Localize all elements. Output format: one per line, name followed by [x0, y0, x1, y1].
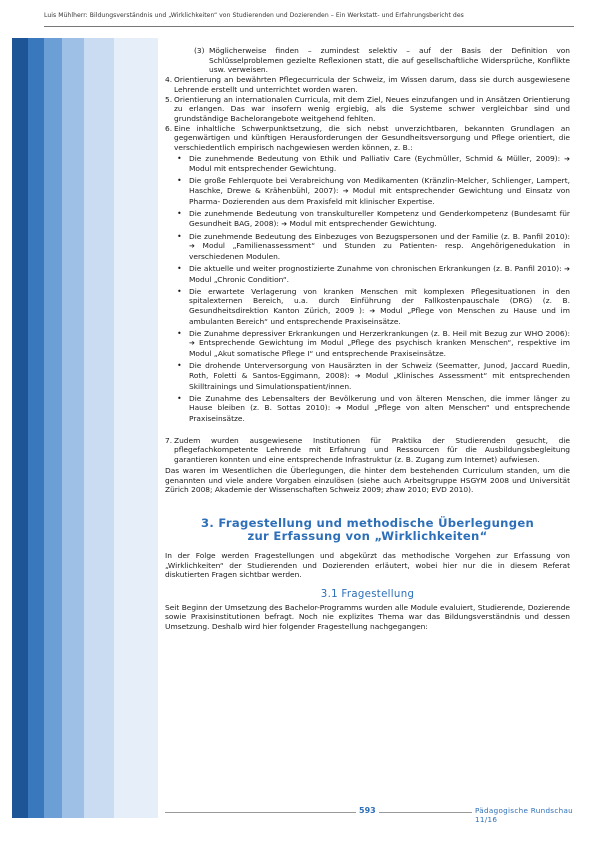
bullet-item: • Die zunehmende Bedeutung von transkultureller Kompetenz und Genderkompetenz (Bundesamt für Gesundheit BAG, 2008): ➔ Modul mit entsprechender Gewichtung.: [165, 209, 570, 229]
list-item-5: 5. Orientierung an internationalen Curricula, mit dem Ziel, Neues einzufangen und in Ansätzen Orientierung zu erlangen. Das war insofern wenig ergiebig, als die Systeme schwer vergleichbar sind und grundständige Bachelorangebote weitgehend fehlten.: [165, 94, 570, 123]
decorative-stripes: [0, 38, 158, 818]
list-item-6: 6. Eine inhaltliche Schwerpunktsetzung, die sich nebst unverzichtbaren, bekannten Grundlagen an gegenwärtigen und künftigen Herausforderungen der Gesundheitsversorgung und Pflege orientiert, die verschiedentlich empirisch nachgewiesen werden können, z. B.:: [165, 123, 570, 153]
arrow-icon: ➔: [564, 264, 570, 273]
running-header: Luis Mühlherr: Bildungsverständnis und „Wirklichkeiten“ von Studierenden und Dozierenden – Ein Werkstatt- und Erfahrungsbericht des: [44, 12, 464, 19]
header-rule: [44, 26, 574, 27]
journal-name: Pädagogische Rundschau 11/16: [472, 806, 595, 824]
bullet-item: • Die Zunahme des Lebensalters der Bevölkerung und von älteren Menschen, die immer länger zu Hause bleiben (z. B. Sottas 2010): ➔ Modul „Pflege von alten Menschen“ und entsprechende Praxiseinsätze.: [165, 394, 570, 424]
arrow-icon: ➔: [189, 242, 195, 251]
arrow-icon: ➔: [354, 371, 361, 380]
sub-item-3: (3) Möglicherweise finden – zumindest selektiv – auf der Basis der Definition von Schlüsselproblemen gezielte Reflexionen statt, die auf gesellschaftliche Widersprüche, Konflikte usw. verweisen.: [194, 46, 570, 75]
list-item-7: 7. Zudem wurden ausgewiesene Institutionen für Praktika der Studierenden gesucht, die pflegefachkompetente Lehrende mit Erfahrung und Ressourcen für die Ausbildungsbegleitung garantieren konnten und eine entsprechende Infrastruktur (z. B. Zugang zum Internet) aufwiesen.: [165, 435, 570, 465]
page-number: 593: [356, 806, 379, 815]
bullet-item: • Die große Fehlerquote bei Verabreichung von Medikamenten (Kränzlin-Melcher, Schlienger, Lampert, Haschke, Drewe & Krähenbühl, 2007): ➔ Modul mit entsprechender Gewichtung und Einsatz von Pharma- Dozierenden aus dem Praxisfeld mit klinischer Expertise.: [165, 176, 570, 206]
arrow-icon: ➔: [189, 339, 195, 348]
main-content: [165, 46, 570, 632]
bullet-item: • Die erwartete Verlagerung von kranken Menschen mit komplexen Pflegesituationen in den spitalexternen Bereich, u.a. durch Einführung der Fallkostenpauschale (DRG) (z. B. Gesundheitsdirektion Kanton Zürich, 2009 ): ➔ Modul „Pflege von Menschen zu Hause und im ambulanten Bereich“ und entsprechende Praxiseinsätze.: [165, 287, 570, 327]
list-item-4: 4. Orientierung an bewährten Pflegecurricula der Schweiz, im Wissen darum, dass sie durch ausgewiesene Lehrende erstellt und unterrichtet worden waren.: [165, 75, 570, 94]
arrow-icon: ➔: [281, 219, 288, 228]
bullet-item: • Die aktuelle und weiter prognostizierte Zunahme von chronischen Erkrankungen (z. B. Panfil 2010): ➔ Modul „Chronic Condition“.: [165, 264, 570, 284]
section-3-heading: 3. Fragestellung und methodische Überlegungen zur Erfassung von „Wirklichkeiten“: [200, 515, 535, 544]
bullet-item: • Die Zunahme depressiver Erkrankungen und Herzerkrankungen (z. B. Heil mit Bezug zur WHO 2006): ➔ Entsprechende Gewichtung im Modul „Pflege des psychisch kranken Menschen“, respektive im Modul „Akut somatische Pflege I“ und entsprechende Praxiseinsätze.: [165, 329, 570, 359]
bullet-item: • Die zunehmende Bedeutung von Ethik und Palliativ Care (Eychmüller, Schmid & Müller, 2009): ➔ Modul mit entsprechender Gewichtung.: [165, 154, 570, 174]
arrow-icon: ➔: [369, 307, 376, 316]
section-3-1-text: Seit Beginn der Umsetzung des Bachelor-Programms wurden alle Module evaluiert, Studierende, Dozierende sowie Praxisinstitutionen befragt. Noch nie explizites Thema war das Bildungsverständnis und dessen Umsetzung. Deshalb wird hier folgender Fragestellung nachgegangen:: [165, 602, 570, 632]
summary-paragraph: Das waren im Wesentlichen die Überlegungen, die hinter dem bestehenden Curriculum standen, um die genannten und viele andere Vorgaben einzulösen (siehe auch Arbeitsgruppe HSGYM 2008 und Universität Zürich 2008; Akademie der Wissenschaften Schweiz 2009; zhaw 2010; EVD 2010).: [165, 465, 570, 495]
bullet-item: • Die drohende Unterversorgung von Hausärzten in der Schweiz (Seematter, Junod, Jaccard Ruedin, Roth, Foletti & Santos-Eggimann, 2008): ➔ Modul „Klinisches Assessment“ mit entsprechenden Skilltrainings und Simulationspatient/innen.: [165, 361, 570, 391]
section-3-1-heading: 3.1 Fragestellung: [320, 589, 415, 601]
section-3-intro: In der Folge werden Fragestellungen und abgekürzt das methodische Vorgehen zur Erfassung von „Wirklichkeiten“ der Studierenden und Dozierenden erläutert, wobei hier nur die in diesem Referat diskutierten Fragen sichtbar werden.: [165, 550, 570, 580]
arrow-icon: ➔: [342, 187, 349, 196]
arrow-icon: ➔: [335, 404, 342, 413]
bullet-list: [165, 154, 570, 424]
arrow-icon: ➔: [564, 154, 570, 163]
bullet-item: • Die zunehmende Bedeutung des Einbezuges von Bezugspersonen und der Familie (z. B. Panfil 2010): ➔ Modul „Familienassessment“ und Stunden zu Patienten- resp. Angehörigenedukation in verschiedenen Modulen.: [165, 232, 570, 262]
